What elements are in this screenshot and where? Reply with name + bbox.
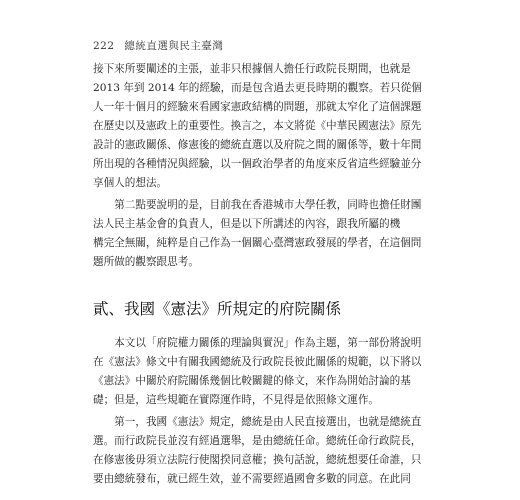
text-line: 第二點要說明的是，目前我在香港城市大學任教，同時也擔任財團 <box>93 199 422 211</box>
text-line: 法人民主基金會的負責人，但是以下所講述的內容，跟我所屬的機 <box>93 218 401 230</box>
text-line: 設計的憲政關係、修憲後的總統直選以及府院之間的關係等，數十年間 <box>93 139 422 151</box>
text-line: 在歷史以及憲政上的重要性。換言之，本文將從《中華民國憲法》原先 <box>93 120 422 132</box>
text-line: 構完全無關，純粹是自己作為一個關心臺灣憲政發展的學者，在這個問 <box>93 237 422 249</box>
text-line: 人一年十個月的經驗來看國家憲政結構的問題，那就太窄化了這個課題 <box>93 101 422 113</box>
section-heading: 貳、我國《憲法》所規定的府院關係 <box>93 300 342 318</box>
paragraph-2 <box>93 196 443 272</box>
text-line: 礎；但是，這些規範在實際運作時，不見得是依照條文運作。 <box>93 394 380 406</box>
text-line: 在《憲法》條文中有關我國總統及行政院長彼此關係的規範，以下將以 <box>93 356 422 368</box>
text-line: 題所做的觀察跟思考。 <box>93 256 199 268</box>
book-title: 總統直選與民主臺灣 <box>124 40 224 52</box>
text-line: 在修憲後毋須立法院行使閣揆同意權；換句話說，總統想要任命誰，只 <box>93 454 422 466</box>
paragraph-4 <box>93 413 443 489</box>
text-line: 享個人的想法。 <box>93 177 168 189</box>
text-line: 所出現的各種情況與經驗，以一個政治學者的角度來反省這些經驗並分 <box>93 158 422 170</box>
text-line: 2013 年到 2014 年的經驗，而是包含過去更長時期的觀察。若只從個 <box>93 82 422 94</box>
text-line: 本文以「府院權力關係的理論與實況」作為主題，第一部份將說明 <box>93 337 422 349</box>
paragraph-3 <box>93 334 443 410</box>
text-line: 要由總統發布，就已經生效，並不需要經過國會多數的同意。在此同 <box>93 473 411 485</box>
text-line: 《憲法》中關於府院關係幾個比較關鍵的條文，來作為開始討論的基 <box>93 375 411 387</box>
text-line: 第一，我國《憲法》規定，總統是由人民直接選出，也就是總統直 <box>93 416 422 428</box>
running-head <box>93 38 223 53</box>
page-number: 222 <box>93 40 115 52</box>
paragraph-1 <box>93 60 443 193</box>
body-text <box>93 60 443 489</box>
text-line: 選。而行政院長並沒有經過選舉，是由總統任命。總統任命行政院長， <box>93 435 422 447</box>
text-line: 接下來所要闡述的主張，並非只根據個人擔任行政院長期間，也就是 <box>93 63 411 75</box>
